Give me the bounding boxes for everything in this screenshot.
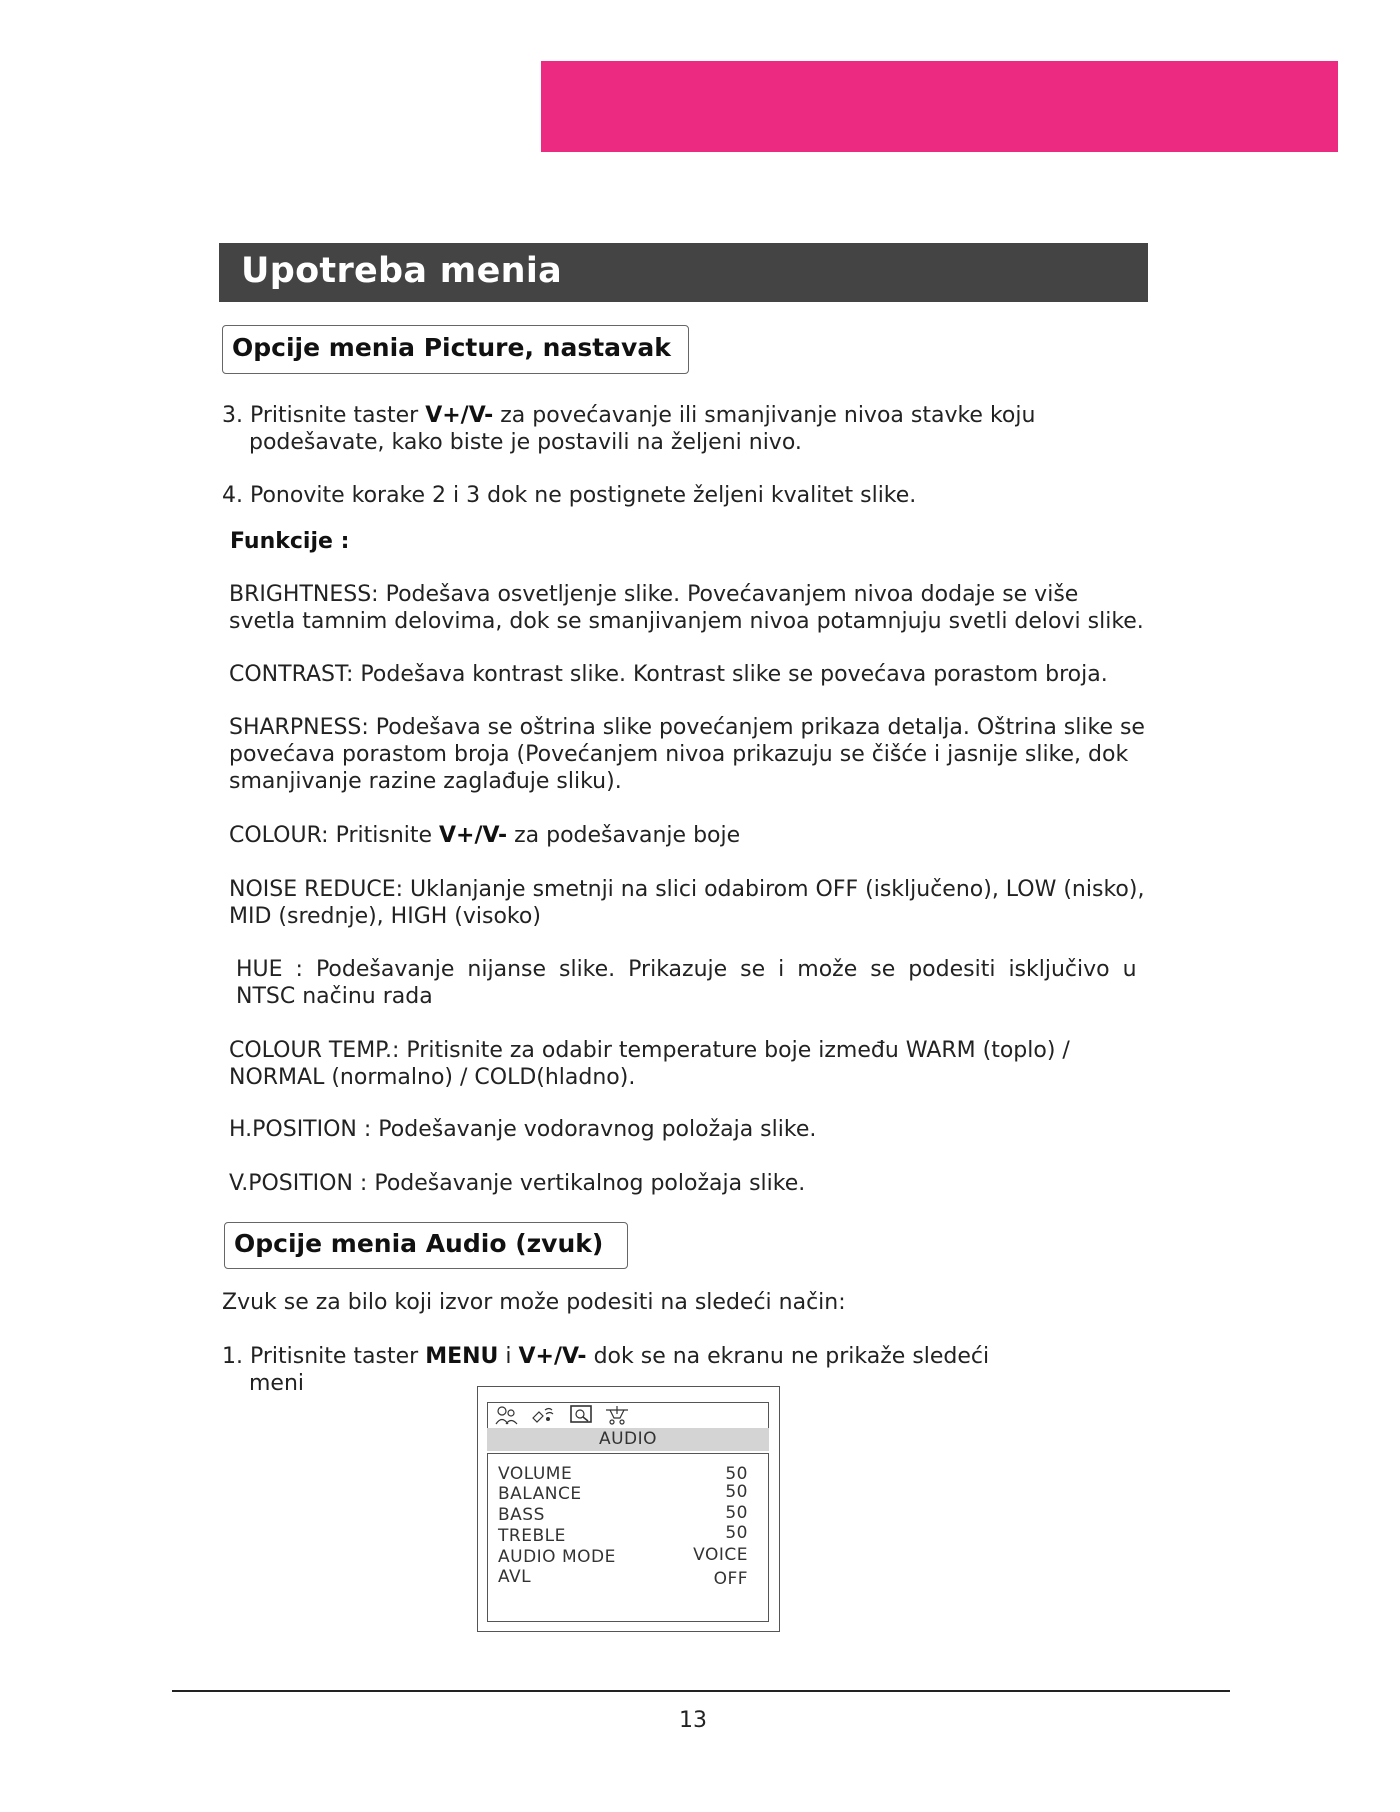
page-number: 13 [679,1708,707,1733]
menu-item-balance: BALANCE 50 [498,1482,748,1504]
h-position-description: H.POSITION : Podešavanje vodoravnog položaja slike. [229,1117,817,1142]
section-heading-audio-text: Opcije menia Audio (zvuk) [234,1229,604,1258]
header-accent-bar [541,61,1338,152]
key-v-plus-minus: V+/V- [425,403,494,428]
step-3: 3. Pritisnite taster V+/V- za povećavanje ili smanjivanje nivoa stavke koju podešavate, kako biste je postavili na željeni nivo. [222,403,1036,455]
audio-intro: Zvuk se za bilo koji izvor može podesiti na sledeći način: [222,1290,846,1315]
osd-menu-title: AUDIO [487,1428,769,1451]
section-heading-picture-text: Opcije menia Picture, nastavak [232,333,671,362]
menu-item-treble: TREBLE 50 [498,1523,748,1546]
noise-reduce-description: NOISE REDUCE: Uklanjanje smetnji na slici odabirom OFF (isključeno), LOW (nisko), MID (srednje), HIGH (visoko) [229,877,1145,929]
colour-temp-description: COLOUR TEMP.: Pritisnite za odabir temperature boje između WARM (toplo) / NORMAL (normalno) / COLD(hladno). [229,1038,1070,1090]
key-menu: MENU [425,1344,499,1369]
contrast-description: CONTRAST: Podešava kontrast slike. Kontrast slike se povećava porastom broja. [229,662,1108,687]
setup-menu-icon [568,1404,594,1426]
key-v-plus-minus: V+/V- [439,823,508,848]
footer-divider [172,1690,1230,1692]
hue-description: HUE : Podešavanje nijanse slike. Prikazuje se i može se podesiti isključivo u NTSC načinu rada [236,957,1137,1009]
audio-osd-menu [477,1386,780,1632]
menu-item-bass: BASS 50 [498,1503,748,1525]
function-menu-icon [602,1404,632,1426]
v-position-description: V.POSITION : Podešavanje vertikalnog položaja slike. [229,1171,806,1196]
step-4: 4. Ponovite korake 2 i 3 dok ne postignete željeni kvalitet slike. [222,483,917,508]
picture-menu-icon [494,1404,520,1426]
menu-item-value: 50 [725,1464,748,1484]
menu-item-value: 50 [725,1482,748,1502]
menu-item-volume: VOLUME 50 [498,1464,748,1484]
brightness-description: BRIGHTNESS: Podešava osvetljenje slike. Povećavanjem nivoa dodaje se više svetla tamnim delovima, dok se smanjivanjem nivoa potamnjuju svetli delovi slike. [229,582,1144,634]
title-bar [219,243,1148,302]
menu-item-value: VOICE [693,1545,748,1565]
audio-step-1: 1. Pritisnite taster MENU i V+/V- dok se na ekranu ne prikaže sledeći meni [222,1344,990,1396]
section-heading-picture [222,325,689,374]
sound-menu-icon [530,1404,556,1426]
page-title: Upotreba menia [241,251,563,291]
menu-item-avl: AVL OFF [498,1567,748,1589]
menu-item-audio-mode: AUDIO MODE VOICE [498,1545,748,1567]
menu-item-value: 50 [725,1503,748,1523]
functions-heading: Funkcije : [230,529,350,554]
sharpness-description: SHARPNESS: Podešava se oštrina slike povećanjem prikaza detalja. Oštrina slike se povećava porastom broja (Povećanjem nivoa prikazuju se čišće i jasnije slike, dok smanjivanje razine zaglađuje sliku). [229,715,1145,794]
osd-icon-bar [487,1402,769,1428]
menu-item-value: 50 [725,1523,748,1543]
osd-menu-list [487,1453,769,1622]
key-v-plus-minus: V+/V- [518,1344,587,1369]
menu-item-value: OFF [713,1569,748,1589]
colour-description: COLOUR: Pritisnite V+/V- za podešavanje boje [229,823,741,848]
section-heading-audio [224,1222,628,1269]
